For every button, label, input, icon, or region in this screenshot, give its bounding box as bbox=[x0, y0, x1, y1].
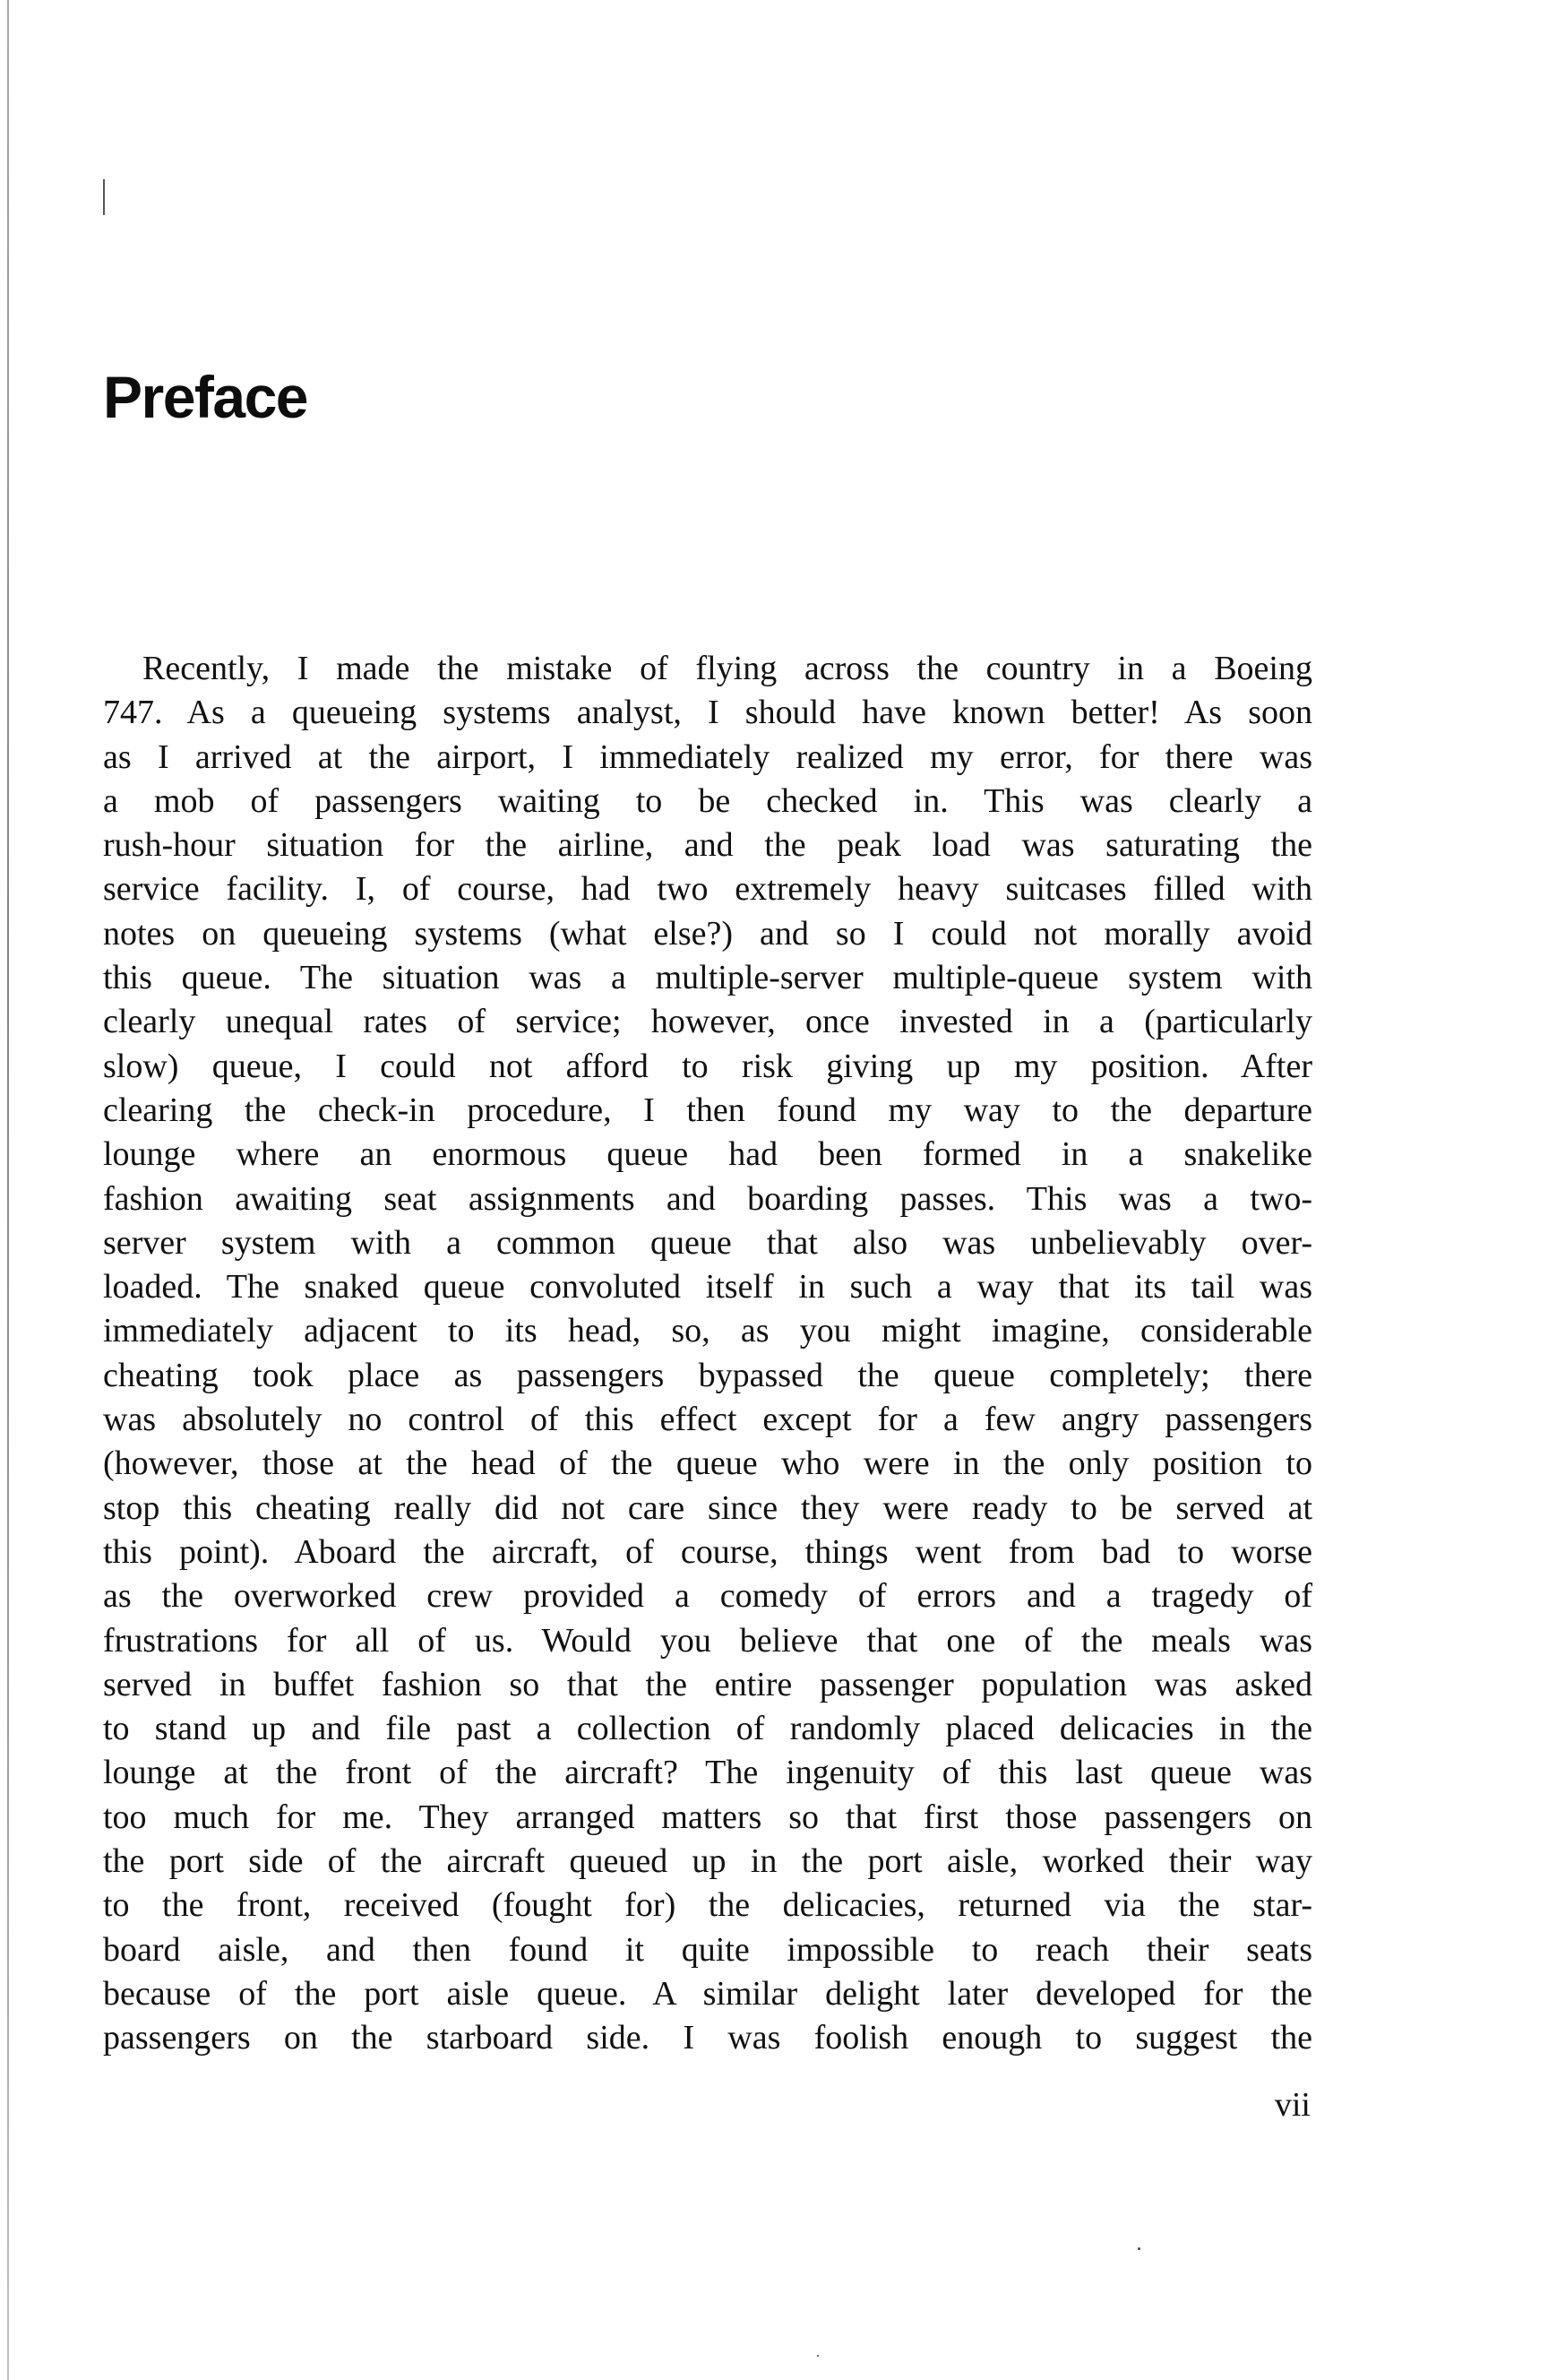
text-line: (however, those at the head of the queue who were in the only position to bbox=[103, 1444, 1312, 1483]
text-line: was absolutely no control of this effect except for a few angry passengers bbox=[103, 1401, 1312, 1439]
text-line: slow) queue, I could not afford to risk giving up my position. After bbox=[103, 1047, 1312, 1085]
text-line: frustrations for all of us. Would you believe that one of the meals was bbox=[103, 1621, 1312, 1660]
text-line: because of the port aisle queue. A similar delight later developed for the bbox=[103, 1974, 1312, 2013]
text-line: notes on queueing systems (what else?) and so I could not morally avoid bbox=[103, 914, 1312, 953]
text-line: too much for me. They arranged matters so that first those passengers on bbox=[103, 1798, 1312, 1836]
scan-speck bbox=[817, 2355, 819, 2357]
text-line: as the overworked crew provided a comedy of errors and a tragedy of bbox=[103, 1577, 1312, 1616]
text-line: as I arrived at the airport, I immediately realized my error, for there was bbox=[103, 737, 1312, 776]
text-line: loaded. The snaked queue convoluted itself in such a way that its tail was bbox=[103, 1268, 1312, 1306]
text-line: clearly unequal rates of service; however, once invested in a (particularly bbox=[103, 1003, 1312, 1041]
text-line: this queue. The situation was a multiple-server multiple-queue system with bbox=[103, 959, 1312, 997]
scan-mark bbox=[103, 179, 105, 215]
text-line: server system with a common queue that also was unbelievably over- bbox=[103, 1223, 1312, 1262]
text-line: this point). Aboard the aircraft, of course, things went from bad to worse bbox=[103, 1532, 1312, 1571]
scan-speck bbox=[1138, 2247, 1140, 2250]
text-line: passengers on the starboard side. I was foolish enough to suggest the bbox=[103, 2019, 1312, 2057]
text-line: the port side of the aircraft queued up in the port aisle, worked their way bbox=[103, 1842, 1312, 1881]
text-line: clearing the check-in procedure, I then found my way to the departure bbox=[103, 1091, 1312, 1129]
text-line: served in buffet fashion so that the entire passenger population was asked bbox=[103, 1665, 1312, 1703]
text-line: lounge where an enormous queue had been formed in a snakelike bbox=[103, 1135, 1312, 1174]
text-line: to the front, received (fought for) the delicacies, returned via the star- bbox=[103, 1886, 1312, 1925]
text-line: Recently, I made the mistake of flying across the country in a Boeing bbox=[142, 650, 1312, 687]
text-line: service facility. I, of course, had two extremely heavy suitcases filled with bbox=[103, 870, 1312, 909]
text-line: stop this cheating really did not care since they were ready to be served at bbox=[103, 1488, 1312, 1527]
text-line: board aisle, and then found it quite impossible to reach their seats bbox=[103, 1930, 1312, 1969]
text-line: lounge at the front of the aircraft? The ingenuity of this last queue was bbox=[103, 1754, 1312, 1792]
text-line: 747. As a queueing systems analyst, I should have known better! As soon bbox=[103, 694, 1312, 732]
page-title: Preface bbox=[103, 364, 308, 430]
body-paragraph bbox=[103, 647, 1312, 2061]
text-line: rush-hour situation for the airline, and the peak load was saturating the bbox=[103, 826, 1312, 865]
scan-margin-edge bbox=[7, 0, 9, 2380]
text-line: cheating took place as passengers bypassed the queue completely; there bbox=[103, 1356, 1312, 1394]
page-number: vii bbox=[1274, 2086, 1311, 2124]
text-line: a mob of passengers waiting to be checked in. This was clearly a bbox=[103, 781, 1312, 820]
text-line: fashion awaiting seat assignments and boarding passes. This was a two- bbox=[103, 1179, 1312, 1218]
text-line: to stand up and file past a collection of randomly placed delicacies in the bbox=[103, 1710, 1312, 1748]
text-line: immediately adjacent to its head, so, as you might imagine, considerable bbox=[103, 1312, 1312, 1350]
